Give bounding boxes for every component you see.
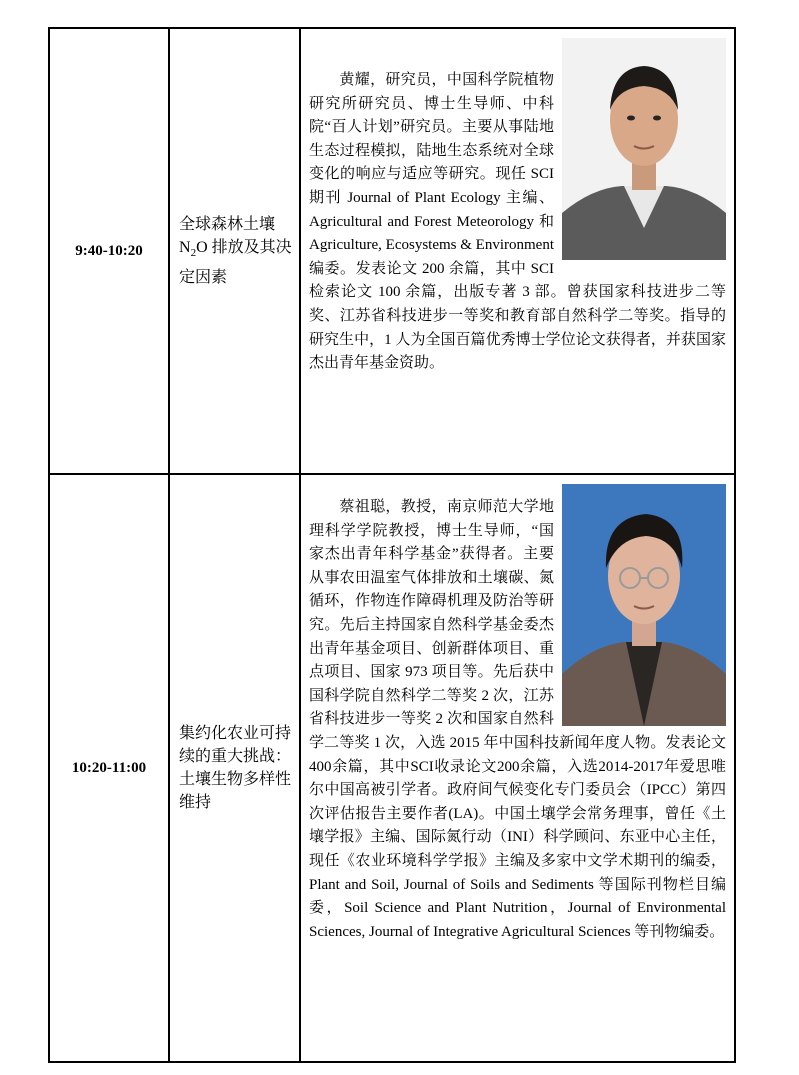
- topic-text: 全球森林土壤: [179, 216, 276, 234]
- schedule-table: [48, 27, 736, 1063]
- table-row: [49, 474, 735, 1062]
- table-row: [49, 28, 735, 474]
- topic-text-rest: O 排放及其决定因素: [179, 239, 292, 286]
- topic-formula-sub: 2: [190, 247, 197, 260]
- portrait-photo: [562, 484, 726, 726]
- bio-cell: [300, 474, 735, 1062]
- portrait-photo: [562, 38, 726, 260]
- time-cell: 9:40-10:20: [49, 28, 169, 474]
- topic-cell: [169, 28, 300, 474]
- topic-formula-base: N: [179, 239, 191, 257]
- portrait-icon: [562, 38, 726, 260]
- portrait-icon: [562, 484, 726, 726]
- bio-text: 黄耀，研究员，中国科学院植物研究所研究员、博士生导师、中科院“百人计划”研究员。主要从事陆地生态过程模拟，陆地生态系统对全球变化的响应与适应等研究。现任 SCI 期刊 Journal of Plant Ecology 主编、Agricultural and Forest Meteorology 和 Agriculture, Ecosystems & Environment 编委。发表论文 200 余篇，其中 SCI 检索论文 100 余篇，出版专著 3 部。曾获国家科技进步二等奖、江苏省科技进步一等奖和教育部自然科学二等奖。指导的研究生中，1 人为全国百篇优秀博士学位论文获得者，并获国家杰出青年基金资助。: [309, 72, 726, 372]
- bio-text: 蔡祖聪，教授，南京师范大学地理科学学院教授，博士生导师，“国家杰出青年科学基金”获得者。主要从事农田温室气体排放和土壤碳、氮循环，作物连作障碍机理及防治等研究。先后主持国家自然科学基金委杰出青年基金项目、创新群体项目、重点项目、国家 973 项目等。先后获中国科学院自然科学二等奖 2 次，江苏省科技进步一等奖 2 次和国家自然科学二等奖 1 次，入选 2015 年中国科技新闻年度人物。发表论文 400余篇，其中SCI收录论文200余篇，入选2014-2017年爱思唯尔中国高被引学者。政府间气候变化专门委员会（IPCC）第四次评估报告主要作者(LA)。中国土壤学会常务理事，曾任《土壤学报》主编、国际氮行动（INI）科学顾问、东亚中心主任，现任《农业环境科学学报》主编及多家中文学术期刊的编委，Plant and Soil, Journal of Soils and Sediments 等国际刊物栏目编委，Soil Science and Plant Nutrition，Journal of Environmental Sciences, Journal of Integrative Agricultural Sciences 等刊物编委。: [309, 499, 726, 940]
- topic-cell: 集约化农业可持续的重大挑战：土壤生物多样性维持: [169, 474, 300, 1062]
- time-cell: 10:20-11:00: [49, 474, 169, 1062]
- bio-cell: [300, 28, 735, 474]
